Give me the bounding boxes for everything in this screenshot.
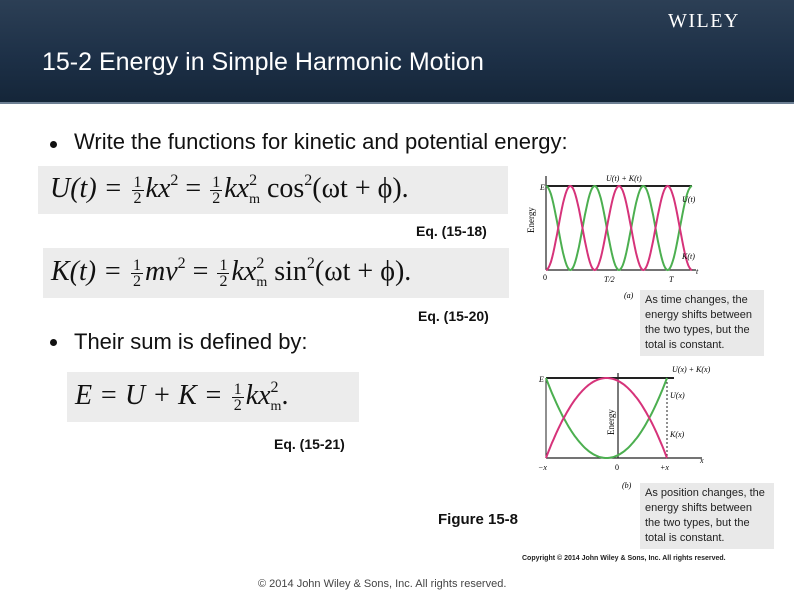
eq2-lhs: K(t) = bbox=[51, 256, 129, 287]
panel-b-tag: (b) bbox=[622, 481, 632, 490]
bullet-dot-2 bbox=[50, 339, 57, 346]
eq1-kx: kx bbox=[145, 173, 171, 204]
panel-b-ylabel: Energy bbox=[606, 409, 616, 435]
eq3-lhs: E = U + K = bbox=[75, 380, 230, 411]
slide-title: 15-2 Energy in Simple Harmonic Motion bbox=[42, 48, 484, 76]
header-divider bbox=[0, 102, 794, 104]
eq3-label: Eq. (15-21) bbox=[274, 436, 345, 452]
panel-b-e-label: E bbox=[539, 375, 544, 384]
panel-a-u-label: U(t) bbox=[682, 195, 696, 204]
panel-b-tick-left: −x bbox=[538, 463, 547, 472]
panel-a-tick-full: T bbox=[669, 275, 674, 284]
panel-b-top-label: U(x) + K(x) bbox=[672, 365, 711, 374]
eq2-label: Eq. (15-20) bbox=[418, 308, 489, 324]
panel-b-x-axis-label: x bbox=[700, 456, 704, 465]
eq2-arg: (ωt + ϕ). bbox=[314, 256, 412, 287]
eq2-mv: mv bbox=[145, 256, 178, 287]
figure-panel-a bbox=[524, 168, 714, 303]
panel-a-x-axis-label: t bbox=[696, 267, 699, 276]
eq1-lhs: U(t) = bbox=[50, 173, 130, 204]
panel-b-u-label: U(x) bbox=[670, 391, 685, 400]
caption-time: As time changes, the energy shifts between the two types, but the total is constant. bbox=[640, 290, 764, 356]
figure-panel-b bbox=[534, 365, 724, 495]
eq1-arg: (ωt + ϕ). bbox=[312, 173, 409, 204]
equation-kinetic-energy: K(t) = $\frac{1}{2}$ $mv^2$ = $\frac{1}{2}$ $kx^2_m$ $\sin^2(\omega t + \phi)$. bbox=[43, 248, 509, 298]
bullet-sum: Their sum is defined by: bbox=[74, 329, 308, 354]
panel-a-curve-k bbox=[546, 186, 692, 270]
panel-a-top-label: U(t) + K(t) bbox=[606, 174, 642, 183]
wiley-logo: WILEY bbox=[668, 10, 740, 32]
panel-a-tick-half: T/2 bbox=[604, 275, 615, 284]
bullet-dot-1 bbox=[50, 141, 57, 148]
figure-label: Figure 15-8 bbox=[438, 511, 519, 528]
panel-b-tick-mid: 0 bbox=[615, 463, 619, 472]
footer-copyright: © 2014 John Wiley & Sons, Inc. All rights reserved. bbox=[258, 578, 507, 590]
equation-potential-energy: U(t) = $\frac{1}{2}$ $kx^2$ = $\frac{1}{2}$ $kx^2_m$ $\cos^2(\omega t + \phi)$. bbox=[38, 166, 508, 214]
eq3-kx: kx bbox=[245, 380, 271, 411]
panel-a-origin: 0 bbox=[543, 273, 547, 282]
panel-b-k-label: K(x) bbox=[670, 430, 685, 439]
eq1-half: $\frac{1}{2}$ bbox=[133, 174, 142, 208]
figure-copyright: Copyright © 2014 John Wiley & Sons, Inc. All rights reserved. bbox=[522, 555, 726, 562]
eq1-cos: cos bbox=[266, 173, 305, 204]
eq2-sin: sin bbox=[274, 256, 307, 287]
panel-b-tick-right: +x bbox=[660, 463, 669, 472]
equation-total-energy: E = U + K = $\frac{1}{2}$ $kx^2_m$. bbox=[67, 372, 359, 422]
eq1-label: Eq. (15-18) bbox=[416, 223, 487, 239]
panel-a-curve-u bbox=[546, 186, 692, 270]
caption-position: As position changes, the energy shifts between the two types, but the total is constant. bbox=[640, 483, 774, 549]
panel-a-ylabel: Energy bbox=[526, 207, 536, 233]
panel-a-k-label: K(t) bbox=[682, 252, 695, 261]
bullet-kinetic-potential: Write the functions for kinetic and potential energy: bbox=[74, 129, 568, 154]
panel-a-e-label: E bbox=[540, 183, 545, 192]
panel-a-tag: (a) bbox=[624, 291, 634, 300]
